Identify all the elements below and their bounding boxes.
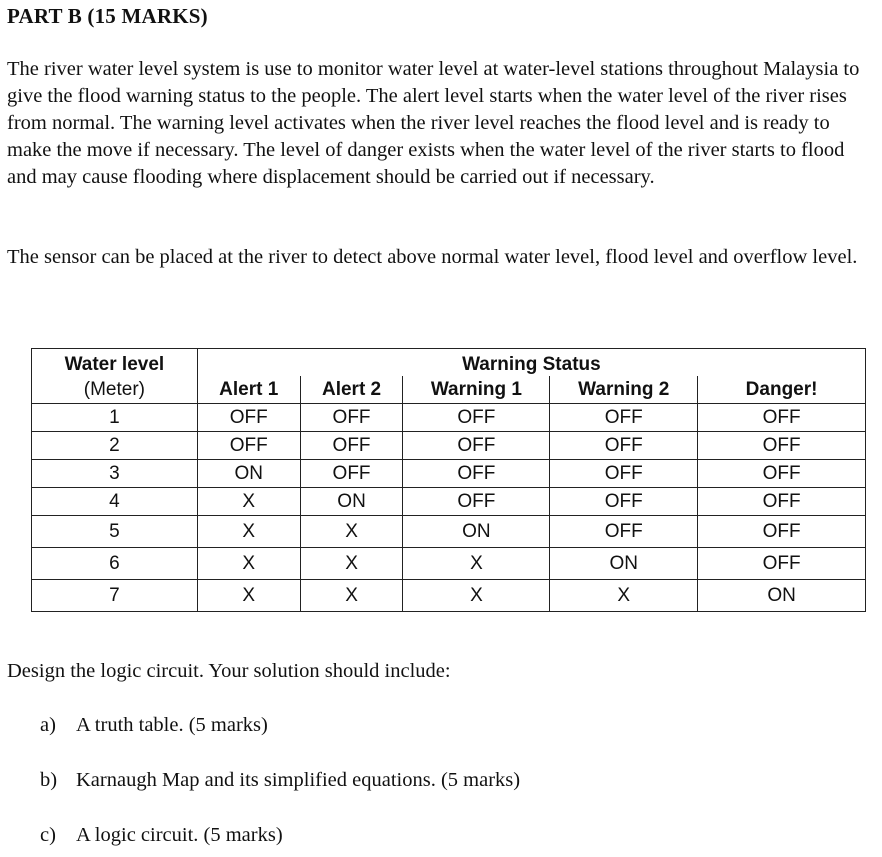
- table-cell: OFF: [550, 488, 698, 516]
- column-header-alert-2: Alert 2: [300, 376, 403, 404]
- table-cell: X: [300, 516, 403, 548]
- level-cell: 2: [32, 432, 198, 460]
- warning-status-table: [31, 348, 866, 612]
- table-cell: OFF: [550, 404, 698, 432]
- table-cell: X: [197, 488, 300, 516]
- table-cell: OFF: [197, 432, 300, 460]
- table-cell: X: [197, 580, 300, 612]
- table-cell: ON: [550, 548, 698, 580]
- meter-header: (Meter): [32, 376, 198, 404]
- water-level-header: Water level: [32, 349, 198, 377]
- table-cell: OFF: [698, 548, 866, 580]
- table-cell: X: [300, 580, 403, 612]
- table-cell: OFF: [403, 460, 550, 488]
- table-cell: OFF: [403, 432, 550, 460]
- table-row: [32, 488, 866, 516]
- table-cell: X: [403, 548, 550, 580]
- table-row: [32, 548, 866, 580]
- table-row: [32, 516, 866, 548]
- table-cell: OFF: [550, 516, 698, 548]
- table-cell: X: [197, 548, 300, 580]
- table-row: [32, 432, 866, 460]
- table-cell: ON: [300, 488, 403, 516]
- page-heading: PART B (15 MARKS): [7, 4, 208, 28]
- warning-status-header: Warning Status: [197, 349, 865, 377]
- table-cell: OFF: [197, 404, 300, 432]
- column-header-danger: Danger!: [698, 376, 866, 404]
- table-cell: OFF: [403, 404, 550, 432]
- table-cell: X: [197, 516, 300, 548]
- table-cell: OFF: [698, 404, 866, 432]
- level-cell: 1: [32, 404, 198, 432]
- requirement-item-b: [40, 769, 520, 792]
- table-cell: OFF: [698, 516, 866, 548]
- description-paragraph: The river water level system is use to monitor water level at water-level stations throughout Malaysia to give the flood warning status to the people. The alert level starts when the water level of the river rises from normal. The warning level activates when the river level reaches the flood level and is ready to make the move if necessary. The level of danger exists when the water level of the river starts to flood and may cause flooding where displacement should be carried out if necessary.: [7, 58, 860, 188]
- table-cell: OFF: [300, 404, 403, 432]
- item-label: a): [40, 714, 56, 736]
- sensor-paragraph: The sensor can be placed at the river to detect above normal water level, flood level and overflow level.: [7, 246, 858, 268]
- table-cell: ON: [698, 580, 866, 612]
- item-text: A truth table. (5 marks): [76, 714, 268, 736]
- requirement-item-c: [40, 824, 283, 847]
- column-header-alert-1: Alert 1: [197, 376, 300, 404]
- table-cell: X: [300, 548, 403, 580]
- table-row: [32, 460, 866, 488]
- level-cell: 3: [32, 460, 198, 488]
- item-text: A logic circuit. (5 marks): [76, 824, 283, 846]
- column-header-warning-2: Warning 2: [550, 376, 698, 404]
- level-cell: 6: [32, 548, 198, 580]
- table-cell: OFF: [698, 432, 866, 460]
- column-header-warning-1: Warning 1: [403, 376, 550, 404]
- table-cell: X: [550, 580, 698, 612]
- table-cell: X: [403, 580, 550, 612]
- table-cell: ON: [403, 516, 550, 548]
- table-cell: OFF: [698, 460, 866, 488]
- table-row: [32, 580, 866, 612]
- table-cell: OFF: [403, 488, 550, 516]
- table-cell: OFF: [300, 460, 403, 488]
- design-instructions: Design the logic circuit. Your solution should include:: [7, 660, 451, 682]
- level-cell: 5: [32, 516, 198, 548]
- table-cell: OFF: [550, 460, 698, 488]
- level-cell: 7: [32, 580, 198, 612]
- table-cell: OFF: [300, 432, 403, 460]
- item-label: c): [40, 824, 56, 846]
- table-cell: OFF: [550, 432, 698, 460]
- table-cell: OFF: [698, 488, 866, 516]
- item-text: Karnaugh Map and its simplified equations. (5 marks): [76, 769, 521, 791]
- table-cell: ON: [197, 460, 300, 488]
- item-label: b): [40, 769, 58, 791]
- table-row: [32, 404, 866, 432]
- level-cell: 4: [32, 488, 198, 516]
- requirement-item-a: [40, 714, 268, 737]
